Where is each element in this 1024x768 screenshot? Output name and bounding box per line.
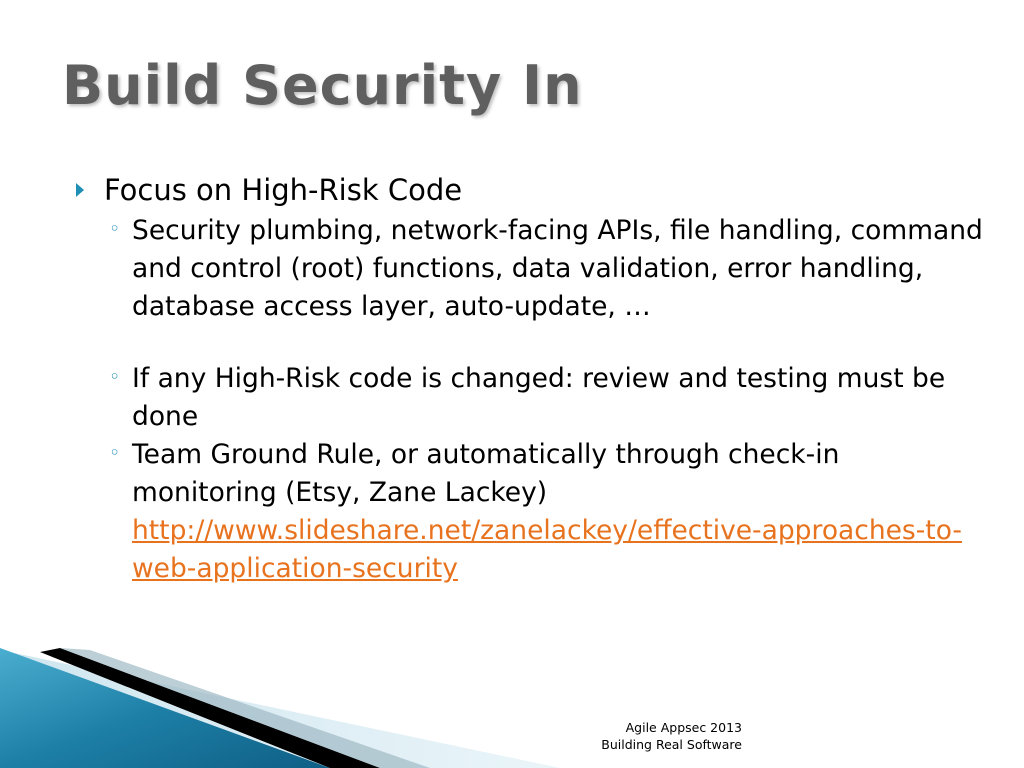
circle-bullet-icon: ◦ xyxy=(109,366,121,388)
footer-line-subtitle: Building Real Software xyxy=(601,737,742,752)
triangle-bullet-icon xyxy=(76,183,84,197)
slide-body xyxy=(72,168,992,588)
slide-footer xyxy=(601,719,742,753)
sub-bullet-text: Team Ground Rule, or automatically through check-in monitoring (Etsy, Zane Lackey) xyxy=(132,439,840,508)
sub-bullet-item xyxy=(72,212,992,326)
bullet-text: Focus on High-Risk Code xyxy=(104,173,463,207)
footer-line-event: Agile Appsec 2013 xyxy=(625,720,742,735)
circle-bullet-icon: ◦ xyxy=(109,218,121,240)
decor-black-stripe xyxy=(40,648,380,768)
sub-bullet-item xyxy=(72,360,992,436)
decor-light-band xyxy=(0,650,560,768)
sub-bullet-text: If any High-Risk code is changed: review and testing must be done xyxy=(132,363,946,432)
sub-bullet-text: Security plumbing, network-facing APIs, file handling, command and control (root) functions, data validation, error handling, database access layer, auto-update, … xyxy=(132,215,983,322)
sub-bullet-item xyxy=(72,436,992,588)
circle-bullet-icon: ◦ xyxy=(109,442,121,464)
slide-title: Build Security In xyxy=(62,54,583,117)
decor-gray-stripe xyxy=(60,648,430,768)
slideshare-link[interactable]: http://www.slideshare.net/zanelackey/effective-approaches-to-web-application-security xyxy=(132,515,962,584)
bullet-item xyxy=(72,168,992,212)
decor-blue-wedge xyxy=(0,648,330,768)
spacer xyxy=(72,326,992,360)
